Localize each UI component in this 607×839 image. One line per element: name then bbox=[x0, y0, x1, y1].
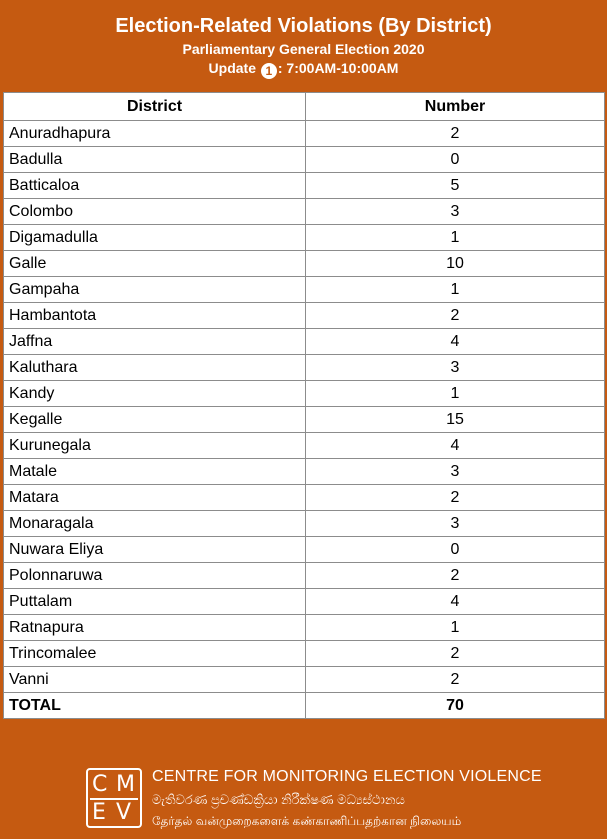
number-cell: 2 bbox=[306, 121, 605, 147]
table-row bbox=[4, 225, 605, 251]
table-row bbox=[4, 459, 605, 485]
column-header-number: Number bbox=[306, 93, 605, 121]
district-cell: Kandy bbox=[4, 381, 306, 407]
district-cell: Jaffna bbox=[4, 329, 306, 355]
number-cell: 1 bbox=[306, 381, 605, 407]
org-name-tamil: தேர்தல் வன்முறைகளைக் கண்காணிப்பதற்கான நிலையம் bbox=[152, 814, 462, 828]
district-cell: Galle bbox=[4, 251, 306, 277]
table-row bbox=[4, 667, 605, 693]
number-cell: 3 bbox=[306, 355, 605, 381]
district-cell: Gampaha bbox=[4, 277, 306, 303]
number-cell: 3 bbox=[306, 199, 605, 225]
number-cell: 2 bbox=[306, 303, 605, 329]
number-cell: 2 bbox=[306, 641, 605, 667]
district-cell: Colombo bbox=[4, 199, 306, 225]
number-cell: 2 bbox=[306, 485, 605, 511]
table-row bbox=[4, 485, 605, 511]
district-cell: Puttalam bbox=[4, 589, 306, 615]
org-name-english: CENTRE FOR MONITORING ELECTION VIOLENCE bbox=[152, 768, 542, 785]
footer bbox=[0, 762, 607, 839]
number-cell: 4 bbox=[306, 329, 605, 355]
org-name-sinhala: මැතිවරණ ප්‍රචණ්ඩක්‍රියා නිරීක්ෂණ මධ්‍යස්ථානය bbox=[152, 792, 405, 807]
district-cell: Monaragala bbox=[4, 511, 306, 537]
table-row bbox=[4, 537, 605, 563]
table-row bbox=[4, 407, 605, 433]
table-row bbox=[4, 355, 605, 381]
district-cell: Nuwara Eliya bbox=[4, 537, 306, 563]
table-row bbox=[4, 641, 605, 667]
table-body bbox=[4, 121, 605, 693]
violations-table bbox=[3, 92, 605, 719]
number-cell: 3 bbox=[306, 511, 605, 537]
table-row bbox=[4, 121, 605, 147]
logo-letter-v: V bbox=[116, 800, 132, 825]
total-label: TOTAL bbox=[4, 693, 306, 719]
table-row bbox=[4, 433, 605, 459]
district-cell: Polonnaruwa bbox=[4, 563, 306, 589]
update-number-badge: 1 bbox=[261, 63, 277, 79]
table-row bbox=[4, 147, 605, 173]
number-cell: 4 bbox=[306, 433, 605, 459]
district-cell: Matale bbox=[4, 459, 306, 485]
district-cell: Trincomalee bbox=[4, 641, 306, 667]
number-cell: 0 bbox=[306, 537, 605, 563]
number-cell: 1 bbox=[306, 277, 605, 303]
page-title: Election-Related Violations (By District) bbox=[115, 15, 492, 37]
table-row bbox=[4, 303, 605, 329]
number-cell: 1 bbox=[306, 225, 605, 251]
number-cell: 2 bbox=[306, 667, 605, 693]
header bbox=[0, 0, 607, 90]
district-cell: Kaluthara bbox=[4, 355, 306, 381]
number-cell: 10 bbox=[306, 251, 605, 277]
column-header-district: District bbox=[4, 93, 306, 121]
district-cell: Kegalle bbox=[4, 407, 306, 433]
table-row bbox=[4, 589, 605, 615]
total-row bbox=[4, 693, 605, 719]
table-row bbox=[4, 199, 605, 225]
number-cell: 5 bbox=[306, 173, 605, 199]
district-cell: Batticaloa bbox=[4, 173, 306, 199]
district-cell: Kurunegala bbox=[4, 433, 306, 459]
update-line bbox=[0, 59, 607, 79]
logo-letter-c: C bbox=[92, 772, 108, 797]
page-subtitle: Parliamentary General Election 2020 bbox=[182, 41, 425, 57]
district-cell: Vanni bbox=[4, 667, 306, 693]
number-cell: 3 bbox=[306, 459, 605, 485]
number-cell: 1 bbox=[306, 615, 605, 641]
number-cell: 2 bbox=[306, 563, 605, 589]
number-cell: 0 bbox=[306, 147, 605, 173]
district-cell: Hambantota bbox=[4, 303, 306, 329]
cmev-logo bbox=[86, 768, 142, 828]
table-row bbox=[4, 563, 605, 589]
table-row bbox=[4, 173, 605, 199]
table-row bbox=[4, 329, 605, 355]
number-cell: 15 bbox=[306, 407, 605, 433]
table-row bbox=[4, 615, 605, 641]
table-row bbox=[4, 251, 605, 277]
table-row bbox=[4, 277, 605, 303]
update-prefix: Update bbox=[208, 60, 256, 76]
logo-letter-e: E bbox=[92, 800, 106, 825]
update-time: : 7:00AM-10:00AM bbox=[277, 60, 399, 76]
table-row bbox=[4, 511, 605, 537]
district-cell: Badulla bbox=[4, 147, 306, 173]
district-cell: Ratnapura bbox=[4, 615, 306, 641]
district-cell: Matara bbox=[4, 485, 306, 511]
table-row bbox=[4, 381, 605, 407]
number-cell: 4 bbox=[306, 589, 605, 615]
table-header-row bbox=[4, 93, 605, 121]
logo-letter-m: M bbox=[116, 772, 135, 797]
district-cell: Anuradhapura bbox=[4, 121, 306, 147]
district-cell: Digamadulla bbox=[4, 225, 306, 251]
total-value: 70 bbox=[306, 693, 605, 719]
